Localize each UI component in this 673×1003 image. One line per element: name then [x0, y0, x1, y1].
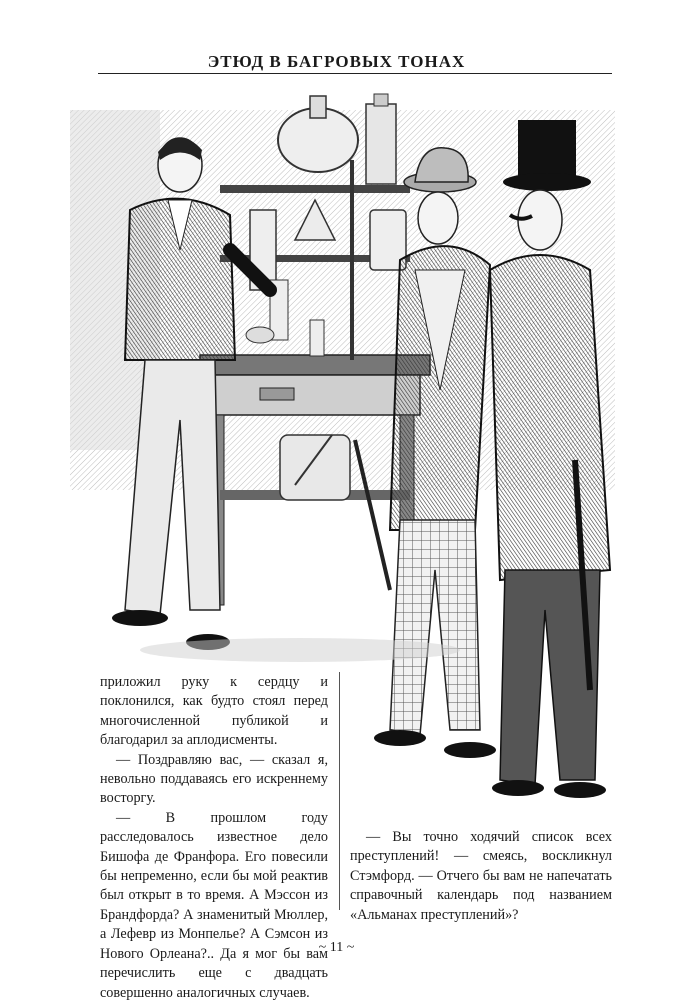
- right-paragraph-1: — Вы точно ходячий список всех преступлений! — смеясь, воскликнул Стэмфорд. — Отчего бы вам не напечатать справочный календарь под названием «Альманах преступлений»?: [350, 829, 612, 923]
- right-column: [350, 828, 612, 925]
- column-divider: [339, 672, 340, 910]
- running-header-title: ЭТЮД В БАГРОВЫХ ТОНАХ: [207, 52, 466, 71]
- left-paragraph-3: — В прошлом году расследовалось известное дело Бишофа де Франфора. Его повесили бы непременно, если бы мой реактив был открыт в то время. А Мэссон из Брандфорда? А знаменитый Мюллер, а Лефевр из Монпелье? А Сэмсон из Нового Орлеана?.. Да я мог бы вам перечислить еще с двадцать совершенно аналогичных случаев.: [100, 809, 328, 1001]
- floor-shadow: [140, 638, 460, 662]
- header-rule: [98, 73, 612, 74]
- page-number: ~ 11 ~: [318, 940, 355, 955]
- left-paragraph-2: — Поздравляю вас, — сказал я, невольно поддаваясь его искреннему восторгу.: [100, 751, 328, 807]
- left-paragraph-1: приложил руку к сердцу и поклонился, как будто стоял перед многочисленной публикой и благодарил за аплодисменты.: [100, 674, 328, 749]
